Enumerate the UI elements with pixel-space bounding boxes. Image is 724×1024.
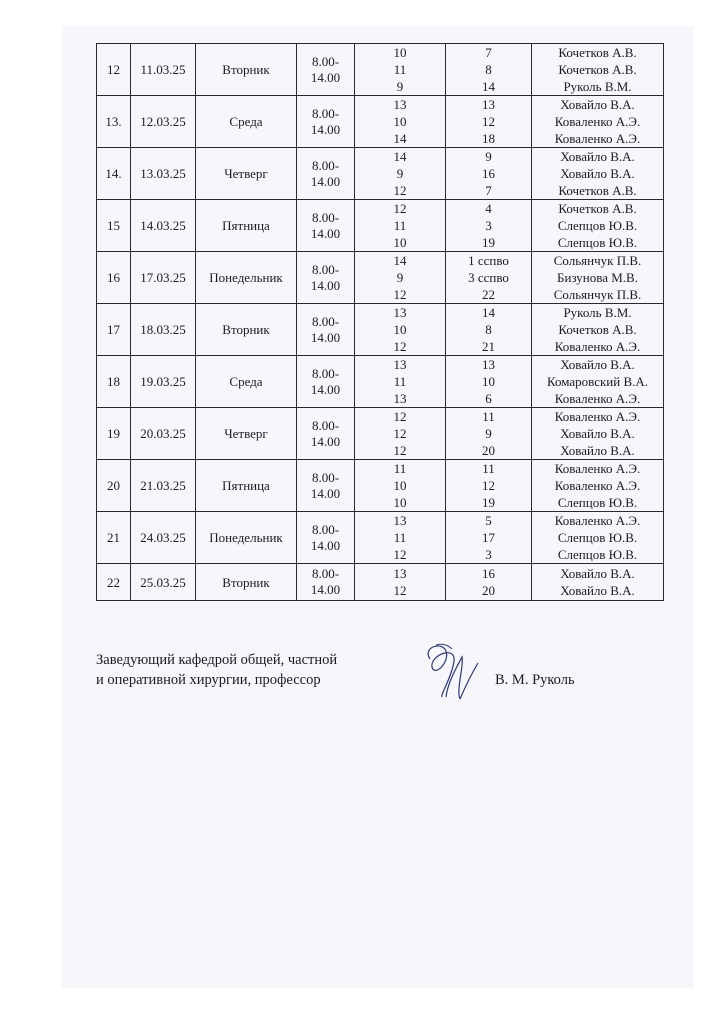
group-cell-line: 13: [393, 357, 407, 372]
room-cell: [446, 460, 532, 512]
teacher-cell-line: Кочетков А.В.: [558, 45, 637, 60]
group-cell-line: 12: [393, 339, 407, 354]
teacher-cell-line: Ховайло В.А.: [560, 166, 635, 181]
group-cell-line: 11: [393, 374, 407, 389]
time-line: 8.00-: [311, 365, 340, 381]
row-number: 20: [97, 460, 131, 512]
group-cell-line: 11: [393, 218, 407, 233]
group-cell: [355, 200, 446, 252]
teacher-cell: [532, 252, 664, 304]
group-cell-line: 10: [393, 495, 407, 510]
time-cell: [297, 512, 355, 564]
room-cell-line: 7: [485, 45, 492, 60]
time-cell: [297, 148, 355, 200]
room-cell-line: 9: [485, 426, 492, 441]
room-cell-line: 11: [482, 409, 495, 424]
teacher-cell-line: Кочетков А.В.: [558, 201, 637, 216]
room-cell-line: 19: [482, 235, 495, 250]
room-cell-line: 14: [482, 305, 495, 320]
group-cell-line: 13: [393, 97, 407, 112]
table-row: [97, 356, 664, 408]
weekday-cell: Вторник: [196, 564, 297, 601]
teacher-cell: [532, 564, 664, 601]
teacher-cell-line: Слепцов Ю.В.: [557, 235, 638, 250]
room-cell: [446, 512, 532, 564]
time-line: 8.00-: [311, 209, 340, 225]
room-cell-line: 3: [485, 218, 492, 233]
weekday-cell: Среда: [196, 356, 297, 408]
teacher-cell-line: Слепцов Ю.В.: [557, 495, 638, 510]
weekday-cell: Пятница: [196, 460, 297, 512]
date-cell: 18.03.25: [131, 304, 196, 356]
time-line: 8.00-: [311, 261, 340, 277]
date-cell: 24.03.25: [131, 512, 196, 564]
teacher-cell-line: Сольянчук П.В.: [553, 253, 642, 268]
group-cell-line: 12: [393, 426, 407, 441]
group-cell-line: 14: [393, 253, 407, 268]
row-number: 13.: [97, 96, 131, 148]
room-cell-line: 9: [485, 149, 492, 164]
teacher-cell-line: Руколь В.М.: [563, 305, 632, 320]
group-cell-line: 13: [393, 391, 407, 406]
teacher-cell-line: Бизунова М.В.: [557, 270, 638, 285]
room-cell-line: 21: [482, 339, 495, 354]
time-line: 14.00: [310, 485, 341, 501]
time-line: 14.00: [310, 225, 341, 241]
room-cell-line: 22: [482, 287, 495, 302]
row-number: 16: [97, 252, 131, 304]
teacher-cell-line: Коваленко А.Э.: [554, 513, 641, 528]
teacher-cell-line: Ховайло В.А.: [560, 583, 635, 598]
room-cell-line: 13: [482, 357, 495, 372]
time-cell: [297, 356, 355, 408]
teacher-cell-line: Коваленко А.Э.: [554, 409, 641, 424]
teacher-cell-line: Коваленко А.Э.: [554, 339, 641, 354]
group-cell-line: 13: [393, 513, 407, 528]
room-cell-line: 5: [485, 513, 492, 528]
teacher-cell-line: Коваленко А.Э.: [554, 131, 641, 146]
table-row: [97, 200, 664, 252]
time-cell: [297, 96, 355, 148]
time-cell: [297, 200, 355, 252]
head-of-department-title: [96, 650, 337, 690]
group-cell-line: 13: [393, 566, 407, 581]
group-cell-line: 10: [393, 322, 407, 337]
time-line: 14.00: [310, 381, 341, 397]
group-cell: [355, 564, 446, 601]
time-line: 14.00: [310, 69, 341, 85]
teacher-cell: [532, 460, 664, 512]
row-number: 15: [97, 200, 131, 252]
teacher-cell: [532, 304, 664, 356]
group-cell-line: 10: [393, 114, 407, 129]
date-cell: 12.03.25: [131, 96, 196, 148]
table-row: [97, 408, 664, 460]
group-cell-line: 9: [396, 270, 404, 285]
teacher-cell: [532, 148, 664, 200]
time-line: 14.00: [310, 433, 341, 449]
group-cell-line: 12: [393, 183, 407, 198]
room-cell-line: 17: [482, 530, 495, 545]
group-cell-line: 12: [393, 201, 407, 216]
date-cell: 20.03.25: [131, 408, 196, 460]
room-cell-line: 16: [482, 566, 495, 581]
time-cell: [297, 408, 355, 460]
room-cell: [446, 200, 532, 252]
row-number: 21: [97, 512, 131, 564]
teacher-cell-line: Слепцов Ю.В.: [557, 530, 638, 545]
group-cell: [355, 304, 446, 356]
row-number: 22: [97, 564, 131, 601]
group-cell-line: 9: [396, 79, 404, 94]
room-cell-line: 1 сспво: [468, 253, 509, 268]
time-line: 14.00: [310, 277, 341, 293]
row-number: 14.: [97, 148, 131, 200]
date-cell: 21.03.25: [131, 460, 196, 512]
teacher-cell-line: Кочетков А.В.: [558, 62, 637, 77]
room-cell-line: 12: [482, 478, 495, 493]
weekday-cell: Вторник: [196, 304, 297, 356]
date-cell: 14.03.25: [131, 200, 196, 252]
time-cell: [297, 44, 355, 96]
teacher-cell: [532, 200, 664, 252]
room-cell: [446, 356, 532, 408]
table-row: [97, 460, 664, 512]
group-cell-line: 12: [393, 443, 407, 458]
time-line: 14.00: [310, 173, 341, 189]
group-cell-line: 9: [396, 166, 404, 181]
time-line: 14.00: [310, 537, 341, 553]
room-cell: [446, 96, 532, 148]
group-cell: [355, 512, 446, 564]
time-cell: [297, 564, 355, 601]
group-cell-line: 10: [393, 235, 407, 250]
group-cell: [355, 96, 446, 148]
row-number: 18: [97, 356, 131, 408]
time-line: 8.00-: [311, 53, 340, 69]
group-cell: [355, 408, 446, 460]
schedule-table: [96, 43, 664, 601]
time-line: 8.00-: [311, 417, 340, 433]
time-line: 8.00-: [311, 469, 340, 485]
date-cell: 13.03.25: [131, 148, 196, 200]
room-cell-line: 19: [482, 495, 495, 510]
room-cell: [446, 304, 532, 356]
group-cell-line: 14: [393, 149, 407, 164]
time-cell: [297, 252, 355, 304]
time-cell: [297, 460, 355, 512]
teacher-cell-line: Руколь В.М.: [563, 79, 632, 94]
room-cell-line: 4: [485, 201, 492, 216]
room-cell: [446, 44, 532, 96]
teacher-cell: [532, 44, 664, 96]
room-cell-line: 3: [485, 547, 492, 562]
group-cell-line: 12: [393, 409, 407, 424]
date-cell: 11.03.25: [131, 44, 196, 96]
time-line: 8.00-: [311, 157, 340, 173]
room-cell: [446, 408, 532, 460]
table-row: [97, 564, 664, 601]
teacher-cell-line: Коваленко А.Э.: [554, 478, 641, 493]
room-cell-line: 20: [482, 583, 495, 598]
room-cell-line: 18: [482, 131, 495, 146]
teacher-cell-line: Кочетков А.В.: [558, 322, 637, 337]
date-cell: 25.03.25: [131, 564, 196, 601]
group-cell: [355, 252, 446, 304]
time-line: 14.00: [310, 329, 341, 345]
room-cell: [446, 252, 532, 304]
teacher-cell-line: Ховайло В.А.: [560, 357, 635, 372]
teacher-cell-line: Коваленко А.Э.: [554, 461, 641, 476]
teacher-cell: [532, 356, 664, 408]
teacher-cell: [532, 408, 664, 460]
teacher-cell-line: Слепцов Ю.В.: [557, 547, 638, 562]
teacher-cell-line: Ховайло В.А.: [560, 443, 635, 458]
teacher-cell-line: Ховайло В.А.: [560, 97, 635, 112]
weekday-cell: Среда: [196, 96, 297, 148]
group-cell-line: 12: [393, 287, 407, 302]
room-cell-line: 3 сспво: [468, 270, 509, 285]
group-cell: [355, 356, 446, 408]
title-line-2: и оперативной хирургии, профессор: [96, 672, 321, 688]
room-cell-line: 8: [485, 62, 492, 77]
teacher-cell-line: Сольянчук П.В.: [553, 287, 642, 302]
room-cell-line: 8: [485, 322, 492, 337]
weekday-cell: Пятница: [196, 200, 297, 252]
table-row: [97, 304, 664, 356]
room-cell-line: 14: [482, 79, 495, 94]
table-row: [97, 44, 664, 96]
group-cell: [355, 44, 446, 96]
time-line: 8.00-: [311, 566, 340, 581]
row-number: 19: [97, 408, 131, 460]
teacher-cell-line: Ховайло В.А.: [560, 426, 635, 441]
group-cell-line: 14: [393, 131, 407, 146]
signature-icon: [412, 637, 492, 705]
group-cell-line: 11: [393, 62, 407, 77]
time-line: 14.00: [310, 582, 341, 597]
room-cell-line: 13: [482, 97, 495, 112]
time-line: 8.00-: [311, 313, 340, 329]
group-cell: [355, 460, 446, 512]
table-row: [97, 148, 664, 200]
group-cell-line: 10: [393, 478, 407, 493]
teacher-cell-line: Ховайло В.А.: [560, 566, 635, 581]
group-cell-line: 12: [393, 547, 407, 562]
weekday-cell: Четверг: [196, 148, 297, 200]
teacher-cell-line: Комаровский В.А.: [546, 374, 649, 389]
weekday-cell: Понедельник: [196, 512, 297, 564]
teacher-cell-line: Кочетков А.В.: [558, 183, 637, 198]
weekday-cell: Понедельник: [196, 252, 297, 304]
group-cell-line: 12: [393, 583, 407, 598]
room-cell-line: 7: [485, 183, 492, 198]
table-row: [97, 512, 664, 564]
group-cell-line: 11: [393, 461, 407, 476]
teacher-cell-line: Коваленко А.Э.: [554, 391, 641, 406]
room-cell-line: 16: [482, 166, 495, 181]
signer-name: В. М. Руколь: [495, 672, 575, 688]
table-row: [97, 96, 664, 148]
time-cell: [297, 304, 355, 356]
group-cell: [355, 148, 446, 200]
group-cell-line: 10: [393, 45, 407, 60]
weekday-cell: Вторник: [196, 44, 297, 96]
room-cell-line: 11: [482, 461, 495, 476]
room-cell-line: 10: [482, 374, 495, 389]
time-line: 8.00-: [311, 521, 340, 537]
teacher-cell: [532, 512, 664, 564]
teacher-cell-line: Коваленко А.Э.: [554, 114, 641, 129]
time-line: 14.00: [310, 121, 341, 137]
time-line: 8.00-: [311, 105, 340, 121]
date-cell: 17.03.25: [131, 252, 196, 304]
group-cell-line: 13: [393, 305, 407, 320]
teacher-cell-line: Слепцов Ю.В.: [557, 218, 638, 233]
teacher-cell-line: Ховайло В.А.: [560, 149, 635, 164]
group-cell-line: 11: [393, 530, 407, 545]
table-row: [97, 252, 664, 304]
title-line-1: Заведующий кафедрой общей, частной: [96, 652, 338, 668]
schedule-table-body: [97, 44, 664, 601]
room-cell-line: 20: [482, 443, 495, 458]
room-cell-line: 6: [485, 391, 492, 406]
room-cell: [446, 564, 532, 601]
row-number: 17: [97, 304, 131, 356]
weekday-cell: Четверг: [196, 408, 297, 460]
teacher-cell: [532, 96, 664, 148]
room-cell: [446, 148, 532, 200]
room-cell-line: 12: [482, 114, 495, 129]
row-number: 12: [97, 44, 131, 96]
date-cell: 19.03.25: [131, 356, 196, 408]
